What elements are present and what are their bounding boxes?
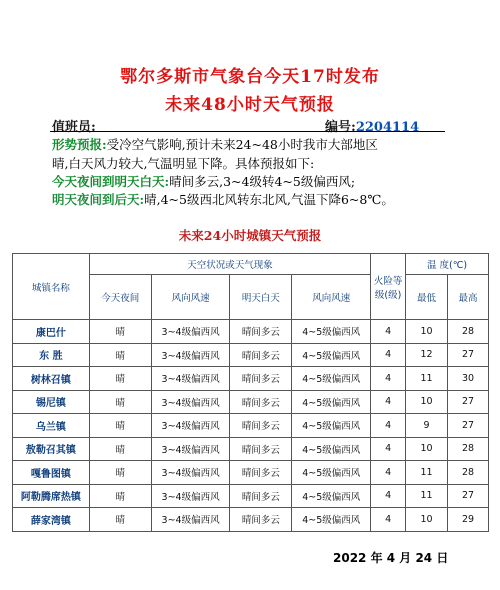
high-temp-cell: 27 <box>448 343 489 367</box>
city-cell: 康巴什 <box>13 320 90 344</box>
fire-risk-cell: 4 <box>371 367 406 391</box>
high-temp-cell: 27 <box>448 484 489 508</box>
bulletin-subtitle: 未来48小时天气预报 <box>165 95 335 115</box>
tomorrow-weather-cell: 晴间多云 <box>230 390 292 414</box>
tomorrow-weather-cell: 晴间多云 <box>230 508 292 532</box>
city-cell: 阿勒腾席热镇 <box>13 484 90 508</box>
low-temp-cell: 10 <box>406 320 448 344</box>
table-row <box>13 414 489 438</box>
tonight-tomorrow-label: 今天夜间到明天白天: <box>52 174 170 189</box>
city-cell: 锡尼镇 <box>13 390 90 414</box>
low-temp-cell: 12 <box>406 343 448 367</box>
header-fire-risk: 火险等级(级) <box>371 254 406 320</box>
serial-value: 2204114 <box>355 120 420 135</box>
high-temp-cell: 27 <box>448 414 489 438</box>
header-divider <box>50 131 445 132</box>
high-temp-cell: 30 <box>448 367 489 391</box>
tonight-weather-cell: 晴 <box>89 367 151 391</box>
tomorrow-weather-cell: 晴间多云 <box>230 343 292 367</box>
fire-risk-cell: 4 <box>371 508 406 532</box>
header-tomorrow: 明天白天 <box>230 275 292 320</box>
low-temp-cell: 10 <box>406 437 448 461</box>
situation-label: 形势预报: <box>52 137 107 152</box>
header-city: 城镇名称 <box>13 254 90 320</box>
city-cell: 嘎鲁图镇 <box>13 461 90 485</box>
tonight-wind-cell: 3~4级偏西风 <box>151 484 230 508</box>
fire-risk-cell: 4 <box>371 343 406 367</box>
tomorrow-night-text: 晴,4~5级西北风转东北风,气温下降6~8℃。 <box>144 192 394 207</box>
tonight-weather-cell: 晴 <box>89 461 151 485</box>
tomorrow-weather-cell: 晴间多云 <box>230 414 292 438</box>
tomorrow-weather-cell: 晴间多云 <box>230 437 292 461</box>
table-row <box>13 343 489 367</box>
bulletin-title: 鄂尔多斯市气象台今天17时发布 <box>120 67 380 87</box>
table-row <box>13 437 489 461</box>
situation-forecast-cont: 晴,白天风力较大,气温明显下降。具体预报如下: <box>52 156 315 171</box>
tomorrow-night-forecast <box>52 190 472 209</box>
tomorrow-wind-cell: 4~5级偏西风 <box>292 390 371 414</box>
tonight-wind-cell: 3~4级偏西风 <box>151 461 230 485</box>
tomorrow-wind-cell: 4~5级偏西风 <box>292 508 371 532</box>
high-temp-cell: 28 <box>448 461 489 485</box>
fire-risk-cell: 4 <box>371 390 406 414</box>
low-temp-cell: 11 <box>406 461 448 485</box>
table-body <box>13 320 489 532</box>
situation-forecast <box>52 135 472 154</box>
town-forecast-table <box>12 253 489 532</box>
header-low: 最低 <box>406 275 448 320</box>
tonight-wind-cell: 3~4级偏西风 <box>151 390 230 414</box>
high-temp-cell: 29 <box>448 508 489 532</box>
city-cell: 敖勒召其镇 <box>13 437 90 461</box>
fire-risk-cell: 4 <box>371 484 406 508</box>
serial-label: 编号: <box>325 120 356 135</box>
tonight-weather-cell: 晴 <box>89 484 151 508</box>
tonight-tomorrow-forecast <box>52 172 472 191</box>
table-row <box>13 390 489 414</box>
high-temp-cell: 27 <box>448 390 489 414</box>
tonight-weather-cell: 晴 <box>89 414 151 438</box>
tomorrow-wind-cell: 4~5级偏西风 <box>292 437 371 461</box>
table-row <box>13 461 489 485</box>
fire-risk-cell: 4 <box>371 437 406 461</box>
tonight-weather-cell: 晴 <box>89 508 151 532</box>
issue-date: 2022 年 4 月 24 日 <box>333 551 449 565</box>
tonight-weather-cell: 晴 <box>89 320 151 344</box>
tomorrow-wind-cell: 4~5级偏西风 <box>292 461 371 485</box>
tonight-weather-cell: 晴 <box>89 343 151 367</box>
header-weather-group: 天空状况或天气现象 <box>89 254 370 275</box>
high-temp-cell: 28 <box>448 320 489 344</box>
tomorrow-weather-cell: 晴间多云 <box>230 320 292 344</box>
tonight-wind-cell: 3~4级偏西风 <box>151 320 230 344</box>
table-row <box>13 367 489 391</box>
tomorrow-weather-cell: 晴间多云 <box>230 367 292 391</box>
table-title: 未来24小时城镇天气预报 <box>178 228 322 243</box>
header-wind-tonight: 风向风速 <box>151 275 230 320</box>
situation-text: 受冷空气影响,预计未来24~48小时我市大部地区 <box>106 137 378 152</box>
city-cell: 乌兰镇 <box>13 414 90 438</box>
tonight-wind-cell: 3~4级偏西风 <box>151 508 230 532</box>
tonight-weather-cell: 晴 <box>89 390 151 414</box>
header-temperature-group: 温 度(℃) <box>406 254 489 275</box>
fire-risk-cell: 4 <box>371 414 406 438</box>
low-temp-cell: 11 <box>406 367 448 391</box>
tonight-wind-cell: 3~4级偏西风 <box>151 367 230 391</box>
tonight-tomorrow-text: 晴间多云,3~4级转4~5级偏西风; <box>169 174 356 189</box>
tonight-wind-cell: 3~4级偏西风 <box>151 343 230 367</box>
tomorrow-weather-cell: 晴间多云 <box>230 461 292 485</box>
serial-number <box>325 116 419 135</box>
city-cell: 薛家湾镇 <box>13 508 90 532</box>
fire-risk-cell: 4 <box>371 461 406 485</box>
tomorrow-wind-cell: 4~5级偏西风 <box>292 367 371 391</box>
low-temp-cell: 11 <box>406 484 448 508</box>
low-temp-cell: 10 <box>406 508 448 532</box>
city-cell: 树林召镇 <box>13 367 90 391</box>
tonight-wind-cell: 3~4级偏西风 <box>151 437 230 461</box>
table-row <box>13 320 489 344</box>
high-temp-cell: 28 <box>448 437 489 461</box>
city-cell: 东 胜 <box>13 343 90 367</box>
tomorrow-wind-cell: 4~5级偏西风 <box>292 320 371 344</box>
table-row <box>13 508 489 532</box>
tomorrow-wind-cell: 4~5级偏西风 <box>292 414 371 438</box>
tonight-wind-cell: 3~4级偏西风 <box>151 414 230 438</box>
header-wind-tomorrow: 风向风速 <box>292 275 371 320</box>
table-row <box>13 484 489 508</box>
header-tonight: 今天夜间 <box>89 275 151 320</box>
tonight-weather-cell: 晴 <box>89 437 151 461</box>
tomorrow-wind-cell: 4~5级偏西风 <box>292 343 371 367</box>
tomorrow-wind-cell: 4~5级偏西风 <box>292 484 371 508</box>
fire-risk-cell: 4 <box>371 320 406 344</box>
tomorrow-night-label: 明天夜间到后天: <box>52 192 145 207</box>
tomorrow-weather-cell: 晴间多云 <box>230 484 292 508</box>
duty-officer-label: 值班员: <box>52 120 96 135</box>
low-temp-cell: 10 <box>406 390 448 414</box>
low-temp-cell: 9 <box>406 414 448 438</box>
header-high: 最高 <box>448 275 489 320</box>
